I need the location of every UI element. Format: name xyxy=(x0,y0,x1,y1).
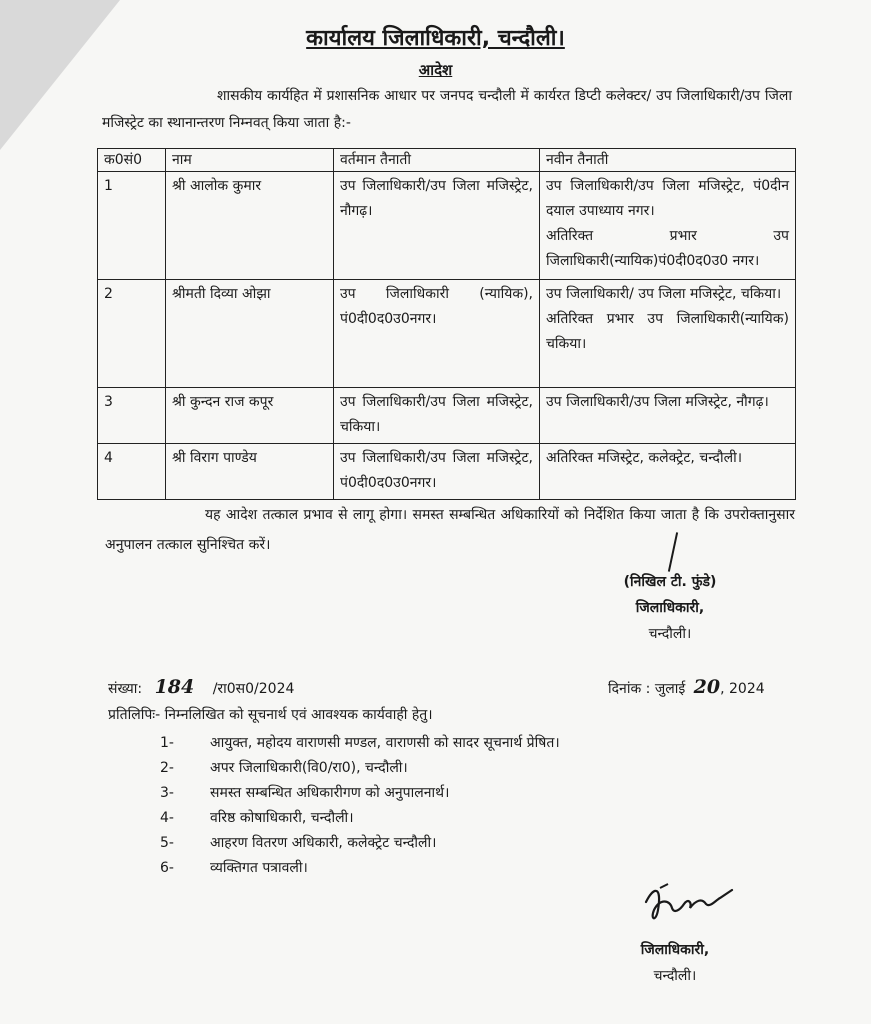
reference-date xyxy=(608,676,765,698)
signatory-designation: जिलाधिकारी, xyxy=(635,600,705,616)
list-item-text: आयुक्त, महोदय वाराणसी मण्डल, वाराणसी को सादर सूचनार्थ प्रेषित। xyxy=(210,735,560,751)
list-item xyxy=(160,758,408,777)
cell-name: श्रीमती दिव्या ओझा xyxy=(166,280,334,388)
signatory2-designation: जिलाधिकारी, xyxy=(640,942,710,958)
signatory-place: चन्दौली। xyxy=(648,626,692,642)
cell-serial: 3 xyxy=(98,388,166,444)
list-item-number: 4- xyxy=(160,810,174,826)
list-item-text: आहरण वितरण अधिकारी, कलेक्ट्रेट चन्दौली। xyxy=(210,835,437,851)
cell-serial: 4 xyxy=(98,444,166,500)
reference-number-value: 184 xyxy=(154,676,195,698)
new-posting-primary: अतिरिक्त मजिस्ट्रेट, कलेक्ट्रेट, चन्दौली। xyxy=(546,450,743,466)
new-posting-additional: अतिरिक्त प्रभार उप जिलाधिकारी(न्यायिक)पं0दी0द0उ0 नगर। xyxy=(546,228,789,269)
cell-serial: 2 xyxy=(98,280,166,388)
cell-current-posting: उप जिलाधिकारी/उप जिला मजिस्ट्रेट, चकिया। xyxy=(334,388,540,444)
cell-new-posting xyxy=(540,444,796,500)
list-item xyxy=(160,783,449,802)
list-item xyxy=(160,858,308,877)
cell-new-posting xyxy=(540,172,796,280)
list-item xyxy=(160,733,560,752)
reference-number-suffix: /रा0स0/2024 xyxy=(212,681,295,697)
col-header-new-posting: नवीन तैनाती xyxy=(540,149,796,172)
cell-current-posting: उप जिलाधिकारी/उप जिला मजिस्ट्रेट, पं0दी0द0उ0नगर। xyxy=(334,444,540,500)
list-item xyxy=(160,833,436,852)
list-item-text: अपर जिलाधिकारी(वि0/रा0), चन्दौली। xyxy=(210,760,408,776)
reference-date-label: दिनांक : जुलाई xyxy=(608,681,686,697)
new-posting-primary: उप जिलाधिकारी/ उप जिला मजिस्ट्रेट, चकिया। xyxy=(546,286,782,302)
list-item-number: 3- xyxy=(160,785,174,801)
order-heading: आदेश xyxy=(418,61,453,79)
list-item-number: 5- xyxy=(160,835,174,851)
cell-name: श्री कुन्दन राज कपूर xyxy=(166,388,334,444)
reference-date-day: 20 xyxy=(693,676,721,698)
copy-heading: प्रतिलिपिः- निम्नलिखित को सूचनार्थ एवं आवश्यक कार्यवाही हेतु। xyxy=(108,707,433,723)
cell-current-posting: उप जिलाधिकारी/उप जिला मजिस्ट्रेट, नौगढ़। xyxy=(334,172,540,280)
list-item-text: व्यक्तिगत पत्रावली। xyxy=(210,860,308,876)
signatory-name: (निखिल टी. फुंडे) xyxy=(623,574,717,590)
table-row xyxy=(98,388,796,444)
col-header-name: नाम xyxy=(166,149,334,172)
cell-serial: 1 xyxy=(98,172,166,280)
table-header-row xyxy=(98,149,796,172)
cell-name: श्री विराग पाण्डेय xyxy=(166,444,334,500)
closing-paragraph: यह आदेश तत्काल प्रभाव से लागू होगा। समस्त सम्बन्धित अधिकारियों को निर्देशित किया जाता है कि उपरोक्तानुसार अनुपालन तत्काल सुनिश्चित करें। xyxy=(105,507,795,553)
reference-number xyxy=(108,676,294,698)
cell-new-posting xyxy=(540,280,796,388)
new-posting-primary: उप जिलाधिकारी/उप जिला मजिस्ट्रेट, पं0दीन दयाल उपाध्याय नगर। xyxy=(546,178,789,219)
new-posting-additional: अतिरिक्त प्रभार उप जिलाधिकारी(न्यायिक) चकिया। xyxy=(546,311,789,352)
table-row xyxy=(98,280,796,388)
office-title: कार्यालय जिलाधिकारी, चन्दौली। xyxy=(306,26,565,51)
intro-paragraph: शासकीय कार्यहित में प्रशासनिक आधार पर जनपद चन्दौली में कार्यरत डिप्टी कलेक्टर/ उप जिलाधिकारी/उप जिला मजिस्ट्रेट का स्थानान्तरण निम्नवत् किया जाता है:- xyxy=(102,88,792,131)
new-posting-primary: उप जिलाधिकारी/उप जिला मजिस्ट्रेट, नौगढ़। xyxy=(546,394,769,410)
cell-new-posting xyxy=(540,388,796,444)
transfer-table xyxy=(97,148,796,500)
list-item xyxy=(160,808,354,827)
list-item-number: 6- xyxy=(160,860,174,876)
reference-number-label: संख्या: xyxy=(108,681,143,697)
table-row xyxy=(98,172,796,280)
list-item-text: वरिष्ठ कोषाधिकारी, चन्दौली। xyxy=(210,810,354,826)
reference-date-year: , 2024 xyxy=(720,681,765,697)
list-item-number: 2- xyxy=(160,760,174,776)
cell-current-posting: उप जिलाधिकारी (न्यायिक), पं0दी0द0उ0नगर। xyxy=(334,280,540,388)
list-item-text: समस्त सम्बन्धित अधिकारीगण को अनुपालनार्थ। xyxy=(210,785,450,801)
table-row xyxy=(98,444,796,500)
col-header-serial: क0सं0 xyxy=(98,149,166,172)
signatory2-place: चन्दौली। xyxy=(653,968,697,984)
col-header-current-posting: वर्तमान तैनाती xyxy=(334,149,540,172)
handwritten-signature xyxy=(640,880,740,930)
cell-name: श्री आलोक कुमार xyxy=(166,172,334,280)
list-item-number: 1- xyxy=(160,735,174,751)
